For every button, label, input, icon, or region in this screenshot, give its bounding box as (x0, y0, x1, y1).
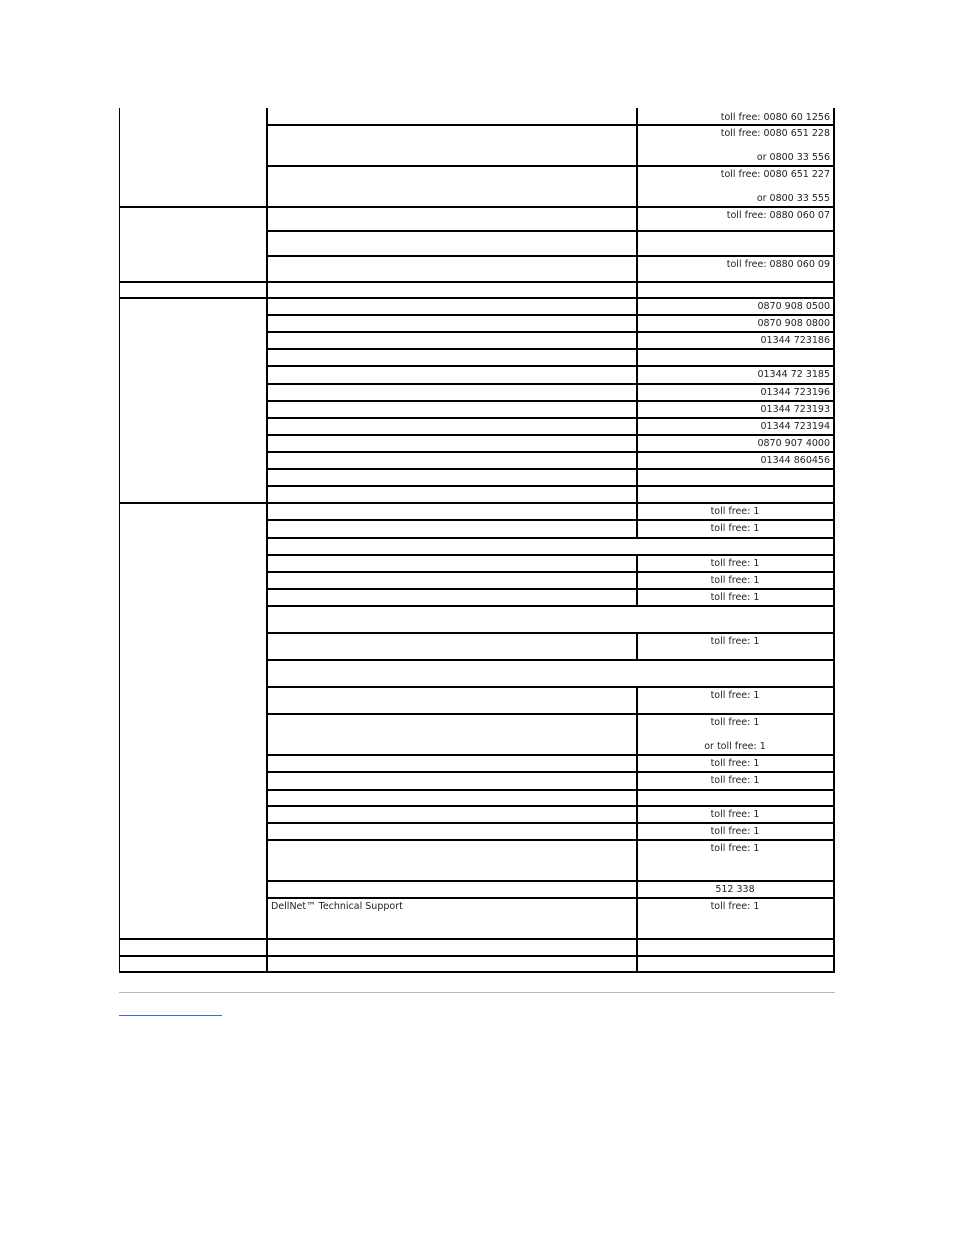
row-divider (266, 451, 834, 453)
row-divider (266, 571, 834, 573)
phone-number: toll free: 1 (710, 558, 760, 569)
phone-number: toll free: 1 (710, 592, 760, 603)
row-divider (266, 632, 834, 634)
phone-number: 01344 723196 (760, 387, 830, 398)
phone-number: toll free: 1 (710, 901, 760, 912)
phone-number: 01344 723194 (760, 421, 830, 432)
group-divider (119, 281, 266, 283)
row-divider (266, 519, 834, 521)
phone-number: or 0800 33 555 (756, 193, 830, 204)
column-divider (636, 789, 638, 805)
row-divider (266, 255, 834, 257)
phone-number: toll free: 0080 60 1256 (720, 112, 830, 123)
row-divider (266, 659, 834, 661)
column-divider (266, 108, 268, 972)
row-divider (266, 938, 834, 940)
row-divider (266, 880, 834, 882)
phone-number: toll free: 0080 651 228 (720, 128, 830, 139)
phone-number: 0870 907 4000 (757, 438, 830, 449)
row-divider (266, 805, 834, 807)
row-divider (266, 588, 834, 590)
phone-number: 0870 908 0500 (757, 301, 830, 312)
phone-number: toll free: 0880 060 07 (726, 210, 830, 221)
row-divider (266, 897, 834, 899)
column-divider (636, 955, 638, 972)
row-divider (266, 955, 834, 957)
group-divider (119, 206, 266, 208)
row-divider (266, 434, 834, 436)
row-divider (266, 713, 834, 715)
row-divider (266, 605, 834, 607)
row-divider (266, 348, 834, 350)
row-divider (266, 468, 834, 470)
row-divider (266, 839, 834, 841)
phone-number: toll free: 1 (710, 523, 760, 534)
footer-separator (119, 992, 835, 993)
phone-number: 0870 908 0800 (757, 318, 830, 329)
row-divider (266, 537, 834, 539)
group-divider (119, 502, 266, 504)
row-divider (266, 365, 834, 367)
row-divider (266, 383, 834, 385)
phone-number: toll free: 1 (710, 775, 760, 786)
row-divider (266, 502, 834, 504)
phone-number: 01344 723186 (760, 335, 830, 346)
row-divider (266, 822, 834, 824)
row-divider (266, 281, 834, 283)
phone-number: toll free: 1 (710, 809, 760, 820)
phone-number: 01344 723193 (760, 404, 830, 415)
row-divider (266, 230, 834, 232)
row-divider (266, 686, 834, 688)
service-label: DellNet™ Technical Support (271, 901, 403, 912)
row-divider (266, 485, 834, 487)
phone-number: 512 338 (715, 884, 755, 895)
row-divider (266, 400, 834, 402)
row-divider (266, 754, 834, 756)
phone-number: toll free: 1 (710, 717, 760, 728)
row-divider (266, 417, 834, 419)
phone-number: toll free: 0880 060 09 (726, 259, 830, 270)
row-divider (266, 206, 834, 208)
column-divider (636, 281, 638, 297)
row-divider (266, 314, 834, 316)
phone-number: or toll free: 1 (704, 741, 766, 752)
phone-number: toll free: 1 (710, 843, 760, 854)
row-divider (266, 331, 834, 333)
phone-number: 01344 72 3185 (757, 369, 830, 380)
phone-number: toll free: 1 (710, 690, 760, 701)
row-divider (266, 771, 834, 773)
phone-number: toll free: 1 (710, 506, 760, 517)
phone-number: toll free: 1 (710, 636, 760, 647)
column-divider (636, 485, 638, 502)
row-divider (266, 554, 834, 556)
group-divider (119, 297, 266, 299)
back-to-top-link[interactable] (119, 1014, 222, 1016)
row-divider (266, 297, 834, 299)
column-divider (636, 938, 638, 955)
row-divider (266, 165, 834, 167)
column-divider (636, 348, 638, 365)
phone-number: toll free: 1 (710, 758, 760, 769)
column-divider (636, 468, 638, 485)
row-divider (266, 124, 834, 126)
group-divider (119, 955, 266, 957)
phone-number: or 0800 33 556 (756, 152, 830, 163)
phone-number: toll free: 1 (710, 826, 760, 837)
row-divider (266, 789, 834, 791)
group-divider (119, 938, 266, 940)
phone-number: 01344 860456 (760, 455, 830, 466)
column-divider (636, 230, 638, 255)
phone-number: toll free: 1 (710, 575, 760, 586)
phone-number: toll free: 0080 651 227 (720, 169, 830, 180)
